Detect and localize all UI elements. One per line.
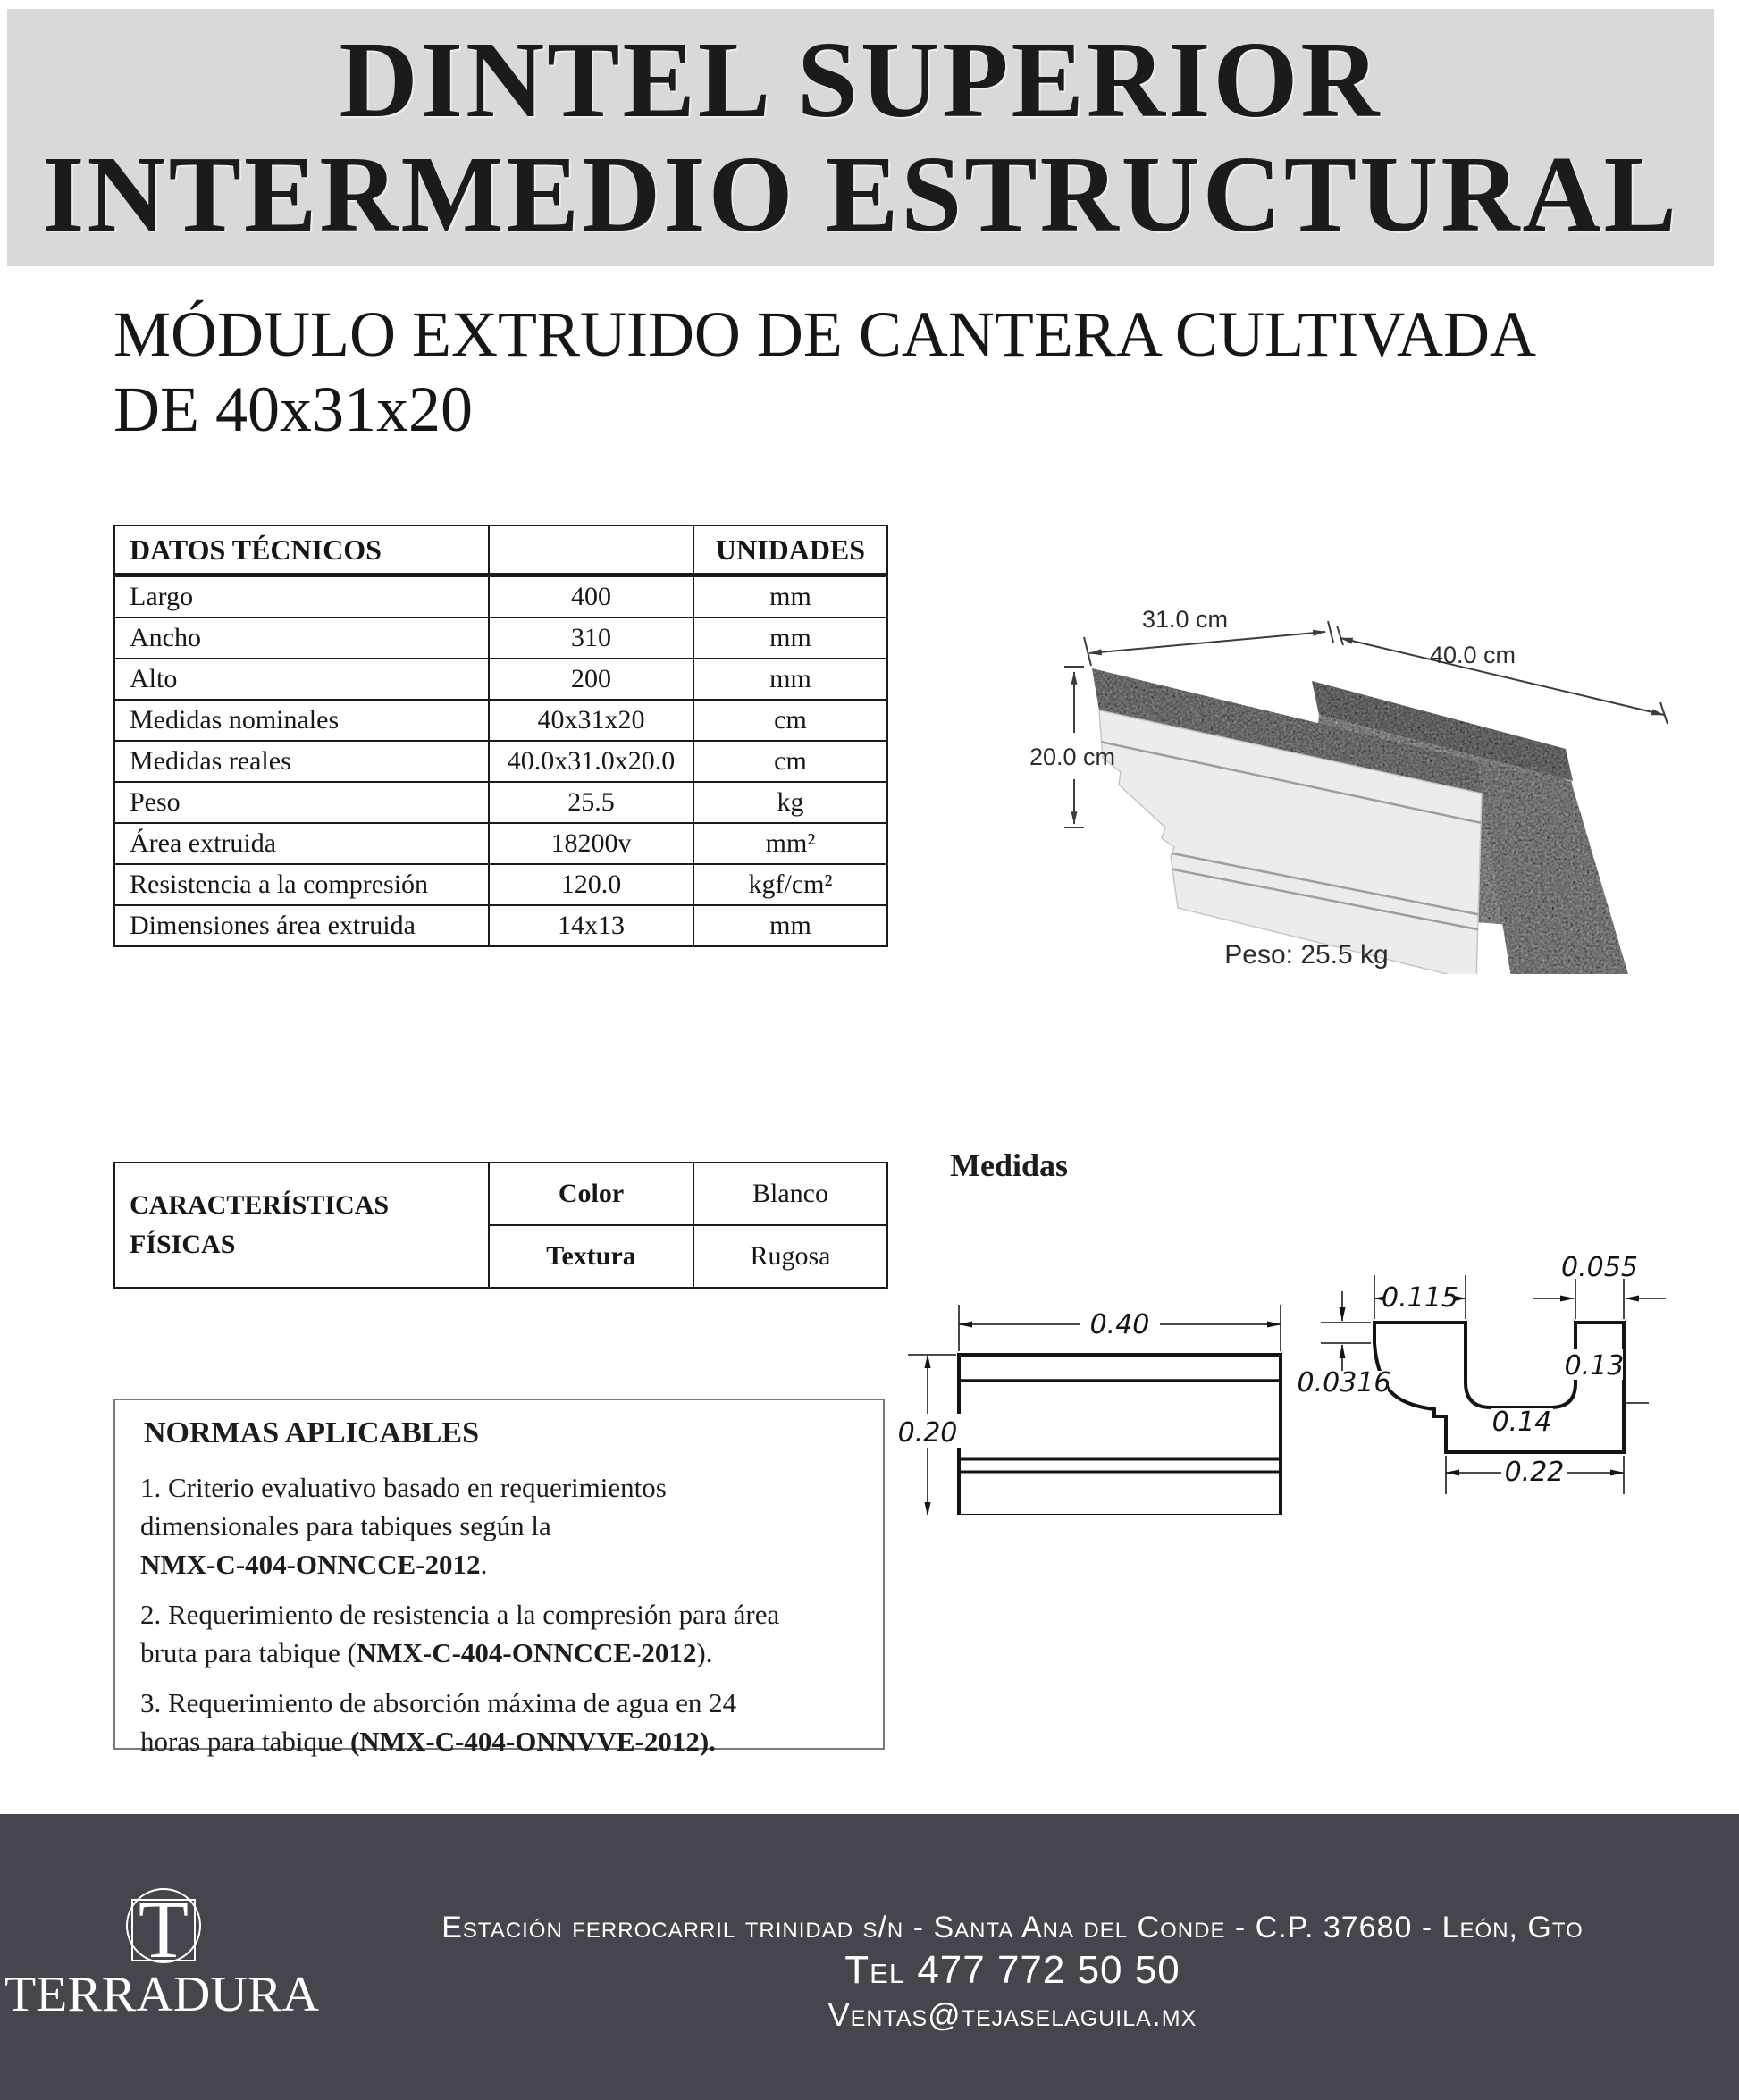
section-fascia-height-dim: 0.0316 (1297, 1367, 1391, 1399)
section-shelf-width-dim: 0.115 (1382, 1282, 1458, 1314)
norma-line: 2. Requerimiento de resistencia a la compresión para área (140, 1599, 780, 1630)
row-unit: kg (693, 782, 887, 823)
table-row (114, 905, 887, 946)
col-header-values (489, 525, 693, 575)
table-row (114, 864, 887, 905)
section-wall-width-dim: 0.055 (1561, 1252, 1638, 1283)
photo-dim-length-label: 40.0 cm (1429, 642, 1516, 668)
row-value: 310 (489, 617, 693, 659)
table-header-row (114, 525, 887, 575)
norma-line: NMX-C-404-ONNCCE-2012. (140, 1549, 488, 1580)
phys-header-line2: FÍSICAS (130, 1230, 236, 1259)
row-value: 18200v (489, 823, 693, 864)
technical-drawings (889, 1247, 1716, 1515)
photo-dim-height-label: 20.0 cm (1029, 743, 1116, 770)
phys-attr-textura: Textura (489, 1225, 693, 1288)
row-label: Medidas reales (114, 741, 489, 782)
product-subtitle-line1: MÓDULO EXTRUIDO DE CANTERA CULTIVADA (113, 298, 1536, 370)
norma-line: 1. Criterio evaluativo basado en requerimientos (140, 1472, 667, 1503)
row-unit: mm (693, 659, 887, 700)
table-row (114, 617, 887, 659)
row-label: Resistencia a la compresión (114, 864, 489, 905)
product-photo-render (1010, 590, 1725, 974)
row-unit: mm (693, 617, 887, 659)
norma-line: 3. Requerimiento de absorción máxima de agua en 24 (140, 1687, 737, 1718)
norma-item-1 (140, 1468, 860, 1583)
page-title-line1: DINTEL SUPERIOR (339, 20, 1382, 140)
section-base-width-dim: 0.22 (1504, 1457, 1565, 1488)
photo-dim-depth-label: 31.0 cm (1141, 606, 1229, 633)
table-row (114, 782, 887, 823)
phys-value-textura: Rugosa (693, 1225, 887, 1288)
col-header-datos: DATOS TÉCNICOS (114, 525, 489, 575)
row-label: Largo (114, 575, 489, 618)
row-unit: mm² (693, 823, 887, 864)
phys-header-cell (114, 1163, 489, 1288)
physical-characteristics-table (113, 1162, 888, 1289)
table-row (114, 823, 887, 864)
row-label: Área extruida (114, 823, 489, 864)
row-unit: cm (693, 700, 887, 741)
row-label: Ancho (114, 617, 489, 659)
row-value: 120.0 (489, 864, 693, 905)
row-label: Medidas nominales (114, 700, 489, 741)
table-row (114, 700, 887, 741)
table-row (114, 575, 887, 618)
row-value: 40.0x31.0x20.0 (489, 741, 693, 782)
product-subtitle-line2: DE 40x31x20 (113, 374, 473, 445)
row-label: Dimensiones área extruida (114, 905, 489, 946)
row-value: 14x13 (489, 905, 693, 946)
footer-contact-block (414, 1909, 1611, 2036)
row-label: Alto (114, 659, 489, 700)
footer-band (0, 1814, 1739, 2100)
row-value: 40x31x20 (489, 700, 693, 741)
norma-line: bruta para tabique (NMX-C-404-ONNCCE-2012). (140, 1637, 713, 1668)
table-row (114, 659, 887, 700)
photo-weight-caption: Peso: 25.5 kg (1224, 940, 1389, 970)
product-subtitle (113, 297, 1536, 447)
row-unit: cm (693, 741, 887, 782)
phys-value-color: Blanco (693, 1163, 887, 1225)
phys-attr-color: Color (489, 1163, 693, 1225)
row-unit: kgf/cm² (693, 864, 887, 905)
brand-wordmark: TERRADURA (4, 1967, 320, 2022)
section-inner-depth-dim: 0.13 (1564, 1350, 1625, 1382)
title-banner (7, 9, 1714, 266)
footer-phone: Tel 477 772 50 50 (844, 1948, 1180, 1992)
terradura-logo (0, 1841, 322, 2064)
front-elevation-view (889, 1305, 1281, 1515)
normas-title: NORMAS APLICABLES (144, 1416, 480, 1449)
table-row (114, 741, 887, 782)
norma-line: dimensionales para tabiques según la (140, 1510, 551, 1541)
row-unit: mm (693, 905, 887, 946)
medidas-heading: Medidas (950, 1147, 1069, 1183)
page-title-line2: INTERMEDIO ESTRUCTURAL (42, 134, 1679, 255)
row-value: 25.5 (489, 782, 693, 823)
logo-monogram: T (138, 1884, 189, 1975)
elevation-height-dim: 0.20 (897, 1417, 958, 1449)
row-value: 200 (489, 659, 693, 700)
norma-item-3 (140, 1684, 860, 1760)
col-header-unidades: UNIDADES (693, 525, 887, 575)
cross-section-view (1298, 1252, 1666, 1494)
norma-line: horas para tabique (NMX-C-404-ONNVVE-2012). (140, 1726, 716, 1757)
elevation-width-dim: 0.40 (1089, 1309, 1150, 1340)
section-inner-width-dim: 0.14 (1491, 1407, 1552, 1438)
normas-aplicables-box (113, 1399, 885, 1757)
table-row (114, 1163, 887, 1225)
footer-address: Estación ferrocarril trinidad s/n - Santa Ana del Conde - C.P. 37680 - León, Gto (441, 1911, 1584, 1945)
norma-item-2 (140, 1595, 860, 1672)
row-unit: mm (693, 575, 887, 618)
row-value: 400 (489, 575, 693, 618)
row-label: Peso (114, 782, 489, 823)
phys-header-line1: CARACTERÍSTICAS (130, 1190, 390, 1220)
technical-data-table (113, 525, 888, 947)
footer-email: Ventas@tejaselaguila.mx (827, 1996, 1197, 2033)
